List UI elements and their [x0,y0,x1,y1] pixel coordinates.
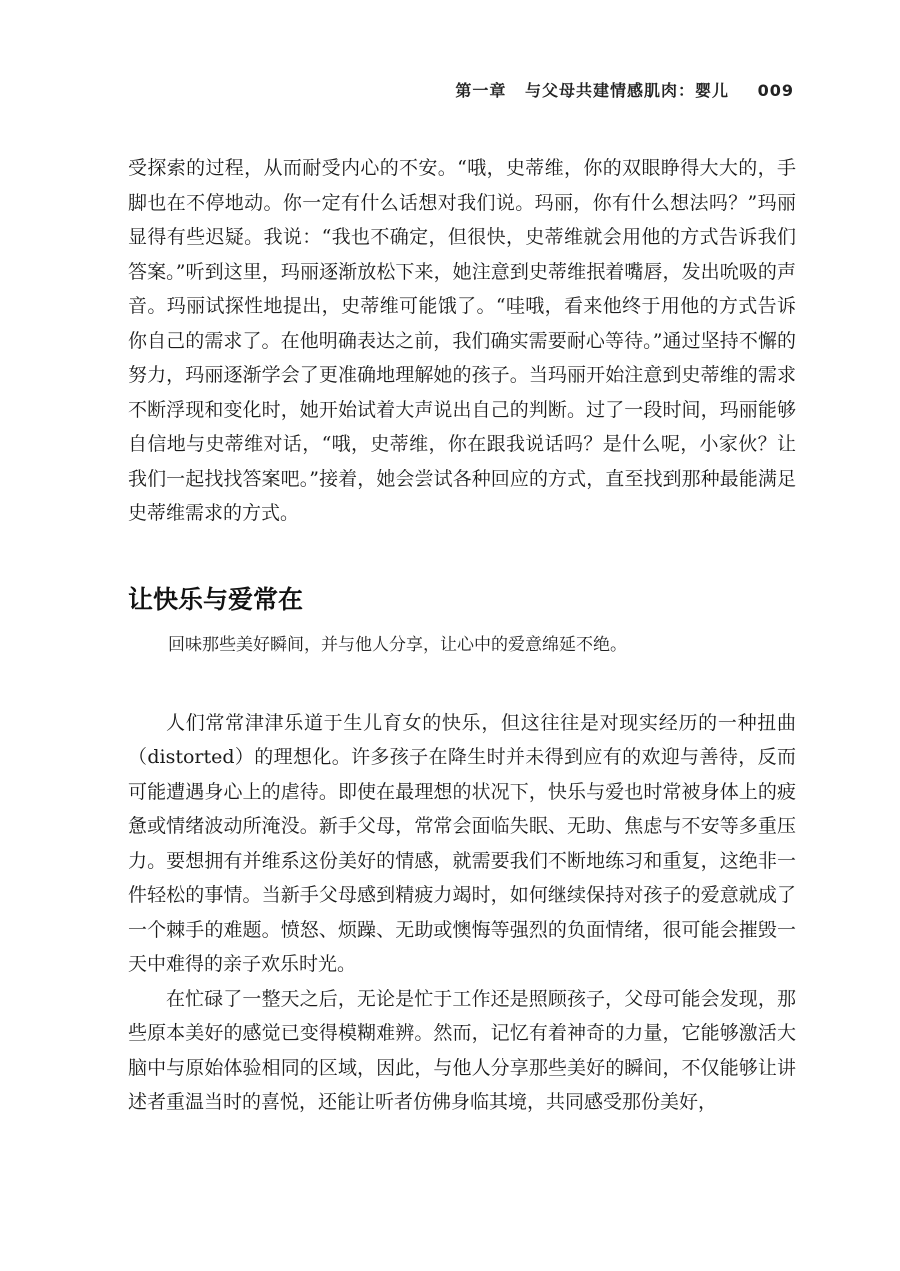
page-number: 009 [757,81,794,100]
body-paragraph-1: 人们常常津津乐道于生儿育女的快乐，但这往往是对现实经历的一种扭曲（distorted）的理想化。许多孩子在降生时并未得到应有的欢迎与善待，反而可能遭遇身心上的虐待。即使在最理想的状况下，快乐与爱也时常被身体上的疲惫或情绪波动所淹没。新手父母，常常会面临失眠、无助、焦虑与不安等多重压力。要想拥有并维系这份美好的情感，就需要我们不断地练习和重复，这绝非一件轻松的事情。当新手父母感到精疲力竭时，如何继续保持对孩子的爱意就成了一个棘手的难题。愤怒、烦躁、无助或懊悔等强烈的负面情绪，很可能会摧毁一天中难得的亲子欢乐时光。 [128,711,796,975]
section-title: 让快乐与爱常在 [128,584,304,614]
spacer [128,659,796,706]
running-header [455,78,794,101]
section-epigraph: 回味那些美好瞬间，并与他人分享，让心中的爱意绵延不绝。 [168,634,627,655]
chapter-title: 与父母共建情感肌肉：婴儿 [525,81,730,100]
chapter-label: 第一章 [455,81,507,100]
page-body [128,151,796,1120]
continued-paragraph: 受探索的过程，从而耐受内心的不安。“哦，史蒂维，你的双眼睁得大大的，手脚也在不停地动。你一定有什么话想对我们说。玛丽，你有什么想法吗？”玛丽显得有些迟疑。我说：“我也不确定，但很快，史蒂维就会用他的方式告诉我们答案。”听到这里，玛丽逐渐放松下来，她注意到史蒂维抿着嘴唇，发出吮吸的声音。玛丽试探性地提出，史蒂维可能饿了。“哇哦，看来他终于用他的方式告诉你自己的需求了。在他明确表达之前，我们确实需要耐心等待。”通过坚持不懈的努力，玛丽逐渐学会了更准确地理解她的孩子。当玛丽开始注意到史蒂维的需求不断浮现和变化时，她开始试着大声说出自己的判断。过了一段时间，玛丽能够自信地与史蒂维对话，“哦，史蒂维，你在跟我说话吗？是什么呢，小家伙？让我们一起找找答案吧。”接着，她会尝试各种回应的方式，直至找到那种最能满足史蒂维需求的方式。 [128,157,796,524]
body-paragraph-2: 在忙碌了一整天之后，无论是忙于工作还是照顾孩子，父母可能会发现，那些原本美好的感觉已变得模糊难辨。然而，记忆有着神奇的力量，它能够激活大脑中与原始体验相同的区域，因此，与他人分享那些美好的瞬间，不仅能够让讲述者重温当时的喜悦，还能让听者仿佛身临其境，共同感受那份美好， [128,987,796,1113]
